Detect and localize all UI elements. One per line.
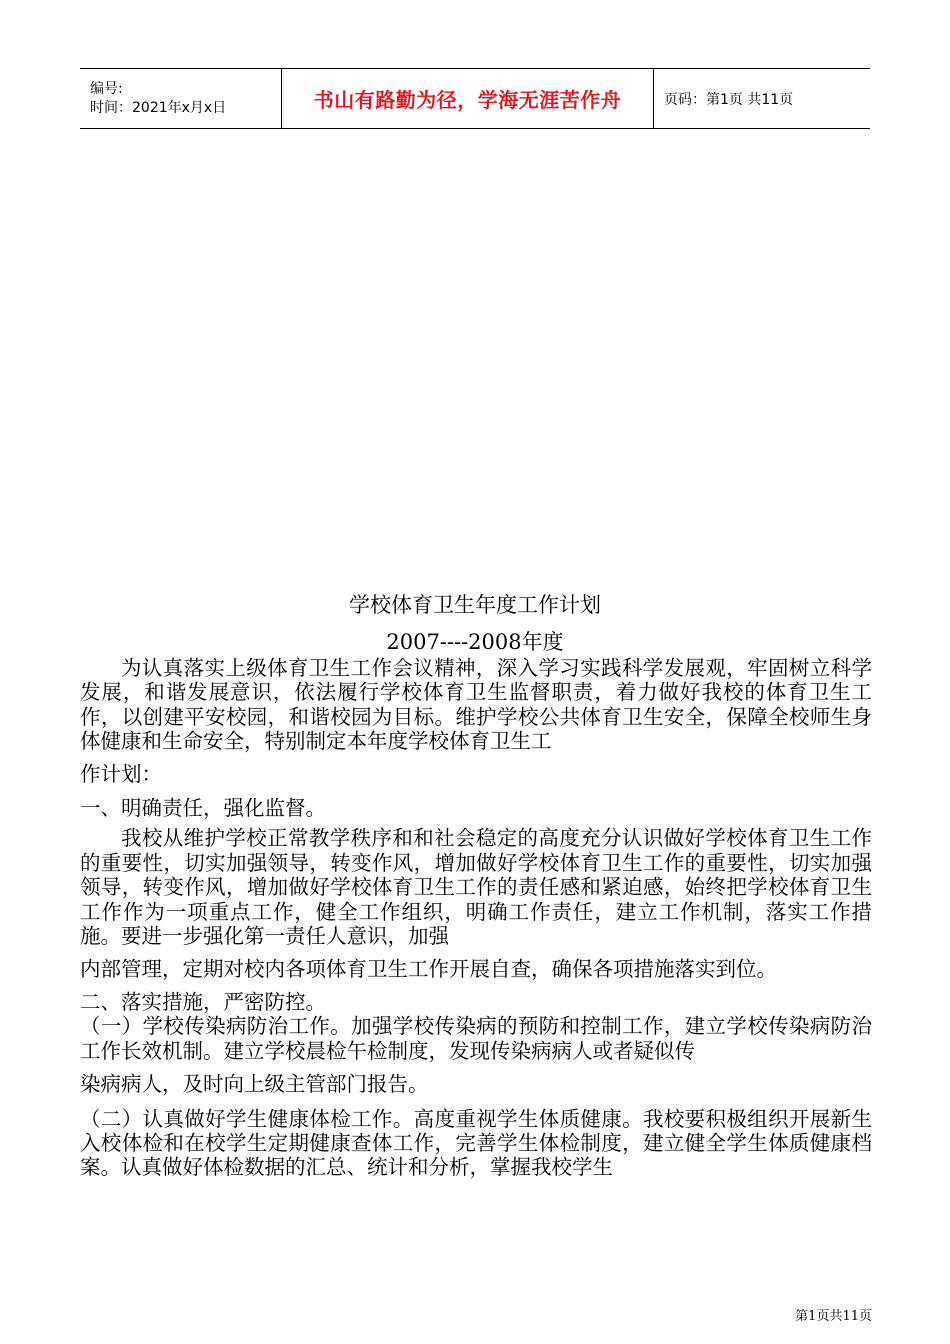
paragraph-intro: 为认真落实上级体育卫生工作会议精神，深入学习实践科学发展观，牢固树立科学发展，和谐发展意识，依法履行学校体育卫生监督职责，着力做好我校的体育卫生工作，以创建平安校园，和谐校园为目标。维护学校公共体育卫生安全，保障全校师生身体健康和生命安全，特别制定本年度学校体育卫生工: [80, 656, 872, 754]
time-label: 时间：2021年x月x日: [90, 99, 227, 116]
document-subtitle: 2007----2008年度: [386, 630, 564, 654]
paragraph-item-1-end: 染病病人，及时向上级主管部门报告。: [80, 1072, 429, 1097]
header-page-info-cell: [654, 69, 870, 128]
header-motto-cell: [282, 69, 654, 128]
section-heading-2: 二、落实措施，严密防控。: [80, 989, 326, 1014]
paragraph-intro-end: 作计划：: [80, 761, 162, 786]
document-title: 学校体育卫生年度工作计划: [349, 593, 601, 617]
document-body: [80, 656, 872, 1180]
header-meta: [80, 69, 282, 128]
page-footer: 第1页共11页: [795, 1309, 872, 1324]
page-header: [80, 68, 870, 129]
paragraph-section-1: 我校从维护学校正常教学秩序和和社会稳定的高度充分认识做好学校体育卫生工作的重要性，切实加强领导，转变作风，增加做好学校体育卫生工作的重要性，切实加强领导，转变作风，增加做好学校体育卫生工作的责任感和紧迫感，始终把学校体育卫生工作作为一项重点工作，健全工作组织，明确工作责任，建立工作机制，落实工作措施。要进一步强化第一责任人意识，加强: [80, 826, 872, 949]
paragraph-section-1-end: 内部管理，定期对校内各项体育卫生工作开展自查，确保各项措施落实到位。: [80, 957, 777, 982]
paragraph-item-1: （一）学校传染病防治工作。加强学校传染病的预防和控制工作，建立学校传染病防治工作长效机制。建立学校晨检午检制度，发现传染病病人或者疑似传: [80, 1014, 872, 1063]
page-info: 页码：第1页 共11页: [664, 91, 794, 108]
section-heading-1: 一、明确责任，强化监督。: [80, 796, 326, 821]
motto: 书山有路勤为径，学海无涯苦作舟: [313, 88, 622, 112]
paragraph-item-2: （二）认真做好学生健康体检工作。高度重视学生体质健康。我校要积极组织开展新生入校体检和在校学生定期健康查体工作，完善学生体检制度，建立健全学生体质健康档案。认真做好体检数据的汇总、统计和分析，掌握我校学生: [80, 1106, 872, 1180]
serial-label: 编号:: [90, 80, 123, 97]
